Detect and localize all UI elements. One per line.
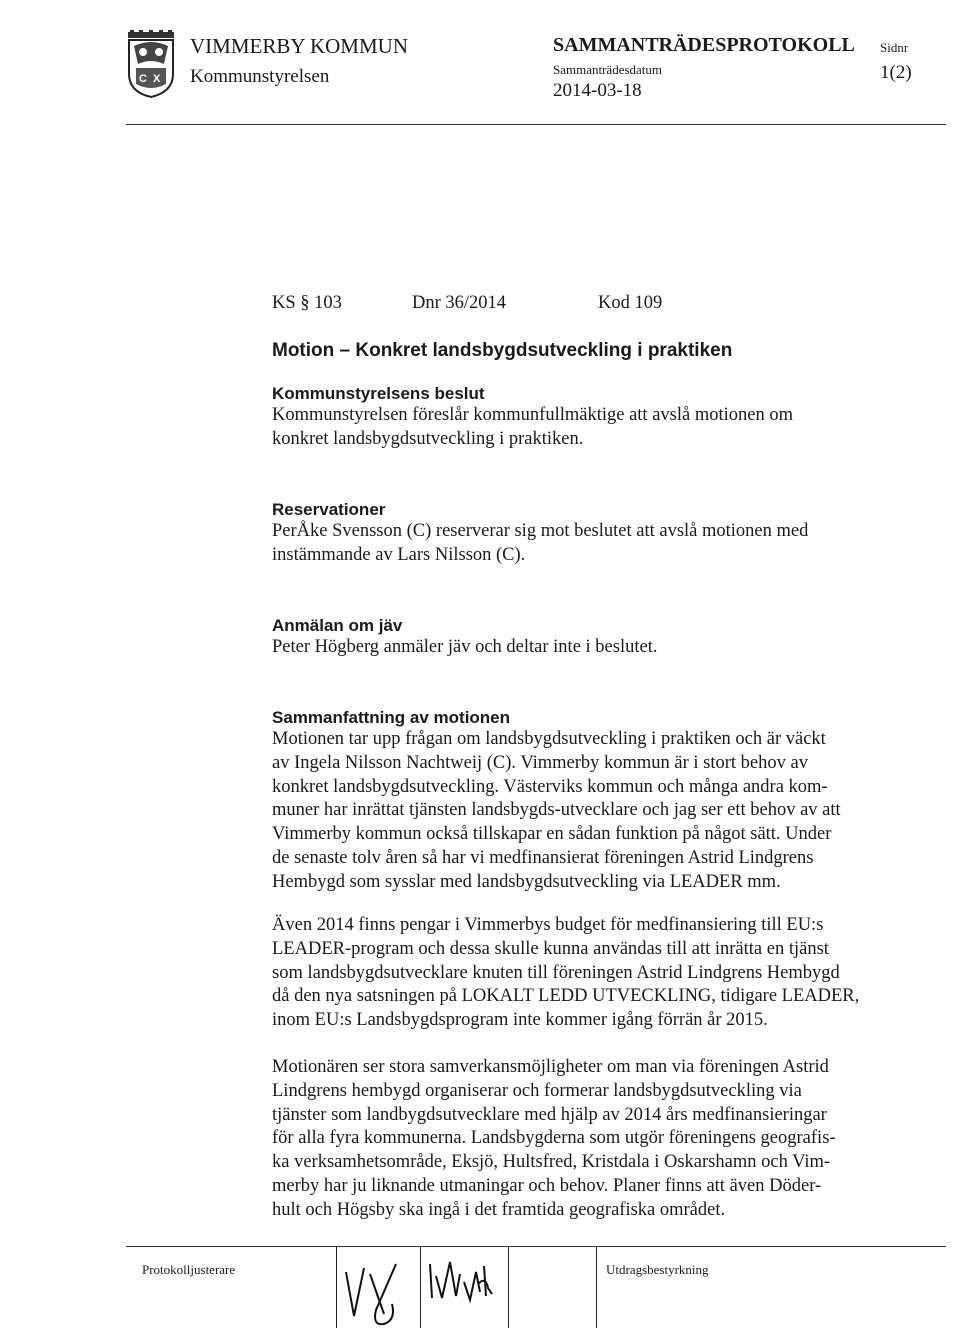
certification-label: Utdragsbestyrkning	[606, 1262, 709, 1277]
adjusters-label: Protokolljusterare	[142, 1262, 236, 1277]
text-line: Hembygd som sysslar med landsbygdsutveckling via LEADER mm.	[272, 871, 781, 892]
text-line: då den nya satsningen på LOKALT LEDD UTVECKLING, tidigare LEADER,	[272, 986, 860, 1007]
text-line: instämmande av Lars Nilsson (C).	[272, 544, 526, 565]
section-conflict-of-interest	[272, 616, 912, 660]
text-line: för alla fyra kommunerna. Landsbygderna som utgör föreningens geografis-	[272, 1128, 836, 1149]
section-decision	[272, 384, 912, 452]
text-line: Motionären ser stora samverkansmöjligheter om man via föreningen Astrid	[272, 1057, 829, 1077]
text-line: LEADER-program och dessa skulle kunna användas till att inrätta en tjänst	[272, 938, 829, 959]
registration-number: Dnr 36/2014	[412, 293, 507, 313]
text-line: ka verksamhetsområde, Eksjö, Hultsfred, Kristdala i Oskarshamn och Vim-	[272, 1152, 831, 1173]
text-line: muner har inrättat tjänsten landsbygds-utvecklare och jag ser ett behov av att	[272, 800, 841, 821]
section-reservations	[272, 500, 912, 568]
paragraph-funding	[272, 914, 912, 1033]
document-type: SAMMANTRÄDESPROTOKOLL	[553, 34, 855, 56]
text-line: Kommunstyrelsen föreslår kommunfullmäktige att avslå motionen om	[272, 405, 793, 425]
text-line: hult och Högsby ska ingå i det framtida geografiska området.	[272, 1199, 726, 1220]
footer-rule	[126, 1246, 946, 1247]
case-code: Kod 109	[598, 293, 663, 313]
svg-text:X: X	[153, 73, 161, 85]
section-heading: Sammanfattning av motionen	[272, 708, 511, 727]
text-line: Motionen tar upp frågan om landsbygdsutveckling i praktiken och är väckt	[272, 729, 826, 749]
document-title: Motion – Konkret landsbygdsutveckling i praktiken	[272, 340, 733, 361]
page-number: 1(2)	[880, 62, 912, 83]
paragraph-cooperation	[272, 1056, 912, 1223]
section-motion-summary	[272, 708, 912, 895]
coat-of-arms-logo	[126, 30, 176, 98]
unit-name: Kommunstyrelsen	[190, 66, 330, 87]
text-line: konkret landsbygdsutveckling. Västerviks kommun och många andra kom-	[272, 776, 828, 797]
text-line: av Ingela Nilsson Nachtweij (C). Vimmerby kommun är i stort behov av	[272, 752, 808, 773]
section-heading: Kommunstyrelsens beslut	[272, 384, 485, 403]
text-line: konkret landsbygdsutveckling i praktiken.	[272, 428, 584, 449]
footer-divider	[336, 1246, 337, 1328]
section-heading: Reservationer	[272, 500, 386, 519]
footer-divider	[420, 1246, 421, 1328]
date-label: Sammanträdesdatum	[553, 62, 663, 77]
text-line: merby har ju liknande utmaningar och behov. Planer finns att även Döder-	[272, 1175, 822, 1196]
section-heading: Anmälan om jäv	[272, 616, 403, 635]
text-line: som landsbygdsutvecklare knuten till föreningen Astrid Lindgrens Hembygd	[272, 962, 840, 983]
footer-divider	[596, 1246, 597, 1328]
text-line: de senaste tolv åren så har vi medfinansierat föreningen Astrid Lindgrens	[272, 847, 814, 868]
text-line: Vimmerby kommun också tillskapar en sådan funktion på något sätt. Under	[272, 824, 832, 845]
text-line: tjänster som landbygdsutvecklare med hjälp av 2014 års medfinansieringar	[272, 1104, 827, 1125]
text-line: Lindgrens hembygd organiserar och formerar landsbygdsutveckling via	[272, 1080, 802, 1101]
paragraph-number: KS § 103	[272, 293, 342, 313]
footer-divider	[508, 1246, 509, 1328]
page-number-label: Sidnr	[880, 40, 909, 55]
meeting-date: 2014-03-18	[553, 80, 642, 101]
text-line: inom EU:s Landsbygdsprogram inte kommer igång förrän år 2015.	[272, 1010, 768, 1031]
header-rule	[126, 124, 946, 125]
text-line: Även 2014 finns pengar i Vimmerbys budget för medfinansiering till EU:s	[272, 915, 824, 935]
signature-initials-2	[424, 1254, 506, 1314]
text-line: PerÅke Svensson (C) reserverar sig mot beslutet att avslå motionen med	[272, 521, 809, 541]
svg-text:C: C	[139, 73, 147, 85]
org-name: VIMMERBY KOMMUN	[190, 34, 408, 58]
signature-initials-1	[340, 1254, 418, 1330]
text-line: Peter Högberg anmäler jäv och deltar inte i beslutet.	[272, 637, 658, 657]
